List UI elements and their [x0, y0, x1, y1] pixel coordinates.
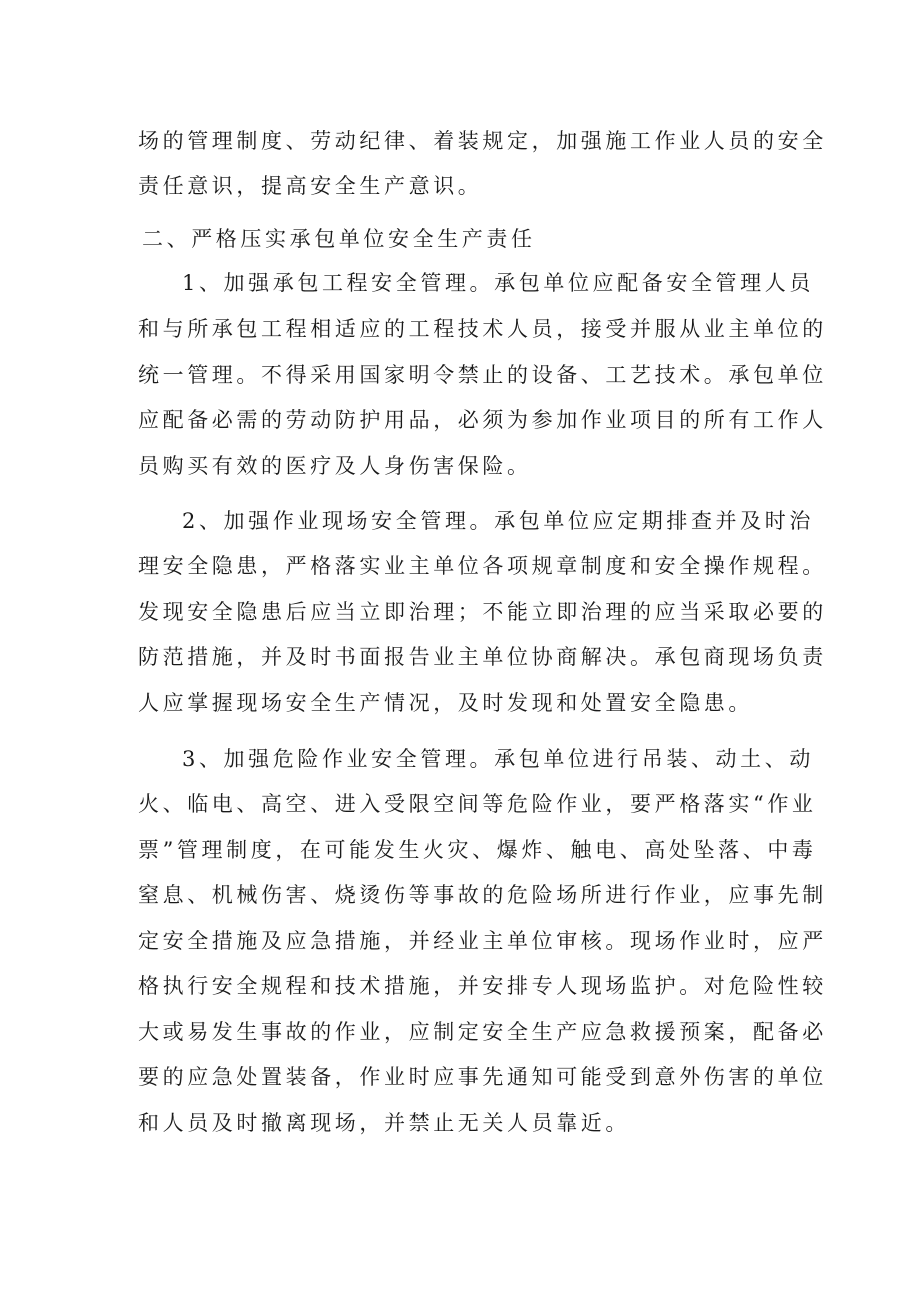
text-line: 窒息、机械伤害、烧烫伤等事故的危险场所进行作业，应事先制 — [138, 883, 827, 907]
text-line: 定安全措施及应急措施，并经业主单位审核。现场作业时，应严 — [138, 929, 827, 953]
text-line: 场的管理制度、劳动纪律、着装规定，加强施工作业人员的安全 — [138, 129, 827, 153]
text-line: 统一管理。不得采用国家明令禁止的设备、工艺技术。承包单位 — [138, 363, 827, 387]
text-line: 和人员及时撤离现场，并禁止无关人员靠近。 — [138, 1111, 630, 1135]
text-line: 责任意识，提高安全生产意识。 — [138, 174, 483, 198]
paragraph-start-line: 2、加强作业现场安全管理。承包单位应定期排查并及时治 — [182, 509, 814, 533]
text-line: 防范措施，并及时书面报告业主单位协商解决。承包商现场负责 — [138, 645, 827, 669]
paragraph-start-line: 1、加强承包工程安全管理。承包单位应配备安全管理人员 — [182, 271, 814, 295]
text-line: 应配备必需的劳动防护用品，必须为参加作业项目的所有工作人 — [138, 408, 827, 432]
paragraph-start-line: 3、加强危险作业安全管理。承包单位进行吊装、动土、动 — [182, 747, 814, 771]
text-line: 和与所承包工程相适应的工程技术人员，接受并服从业主单位的 — [138, 317, 827, 341]
text-line: 发现安全隐患后应当立即治理；不能立即治理的应当采取必要的 — [138, 600, 827, 624]
text-line: 理安全隐患，严格落实业主单位各项规章制度和安全操作规程。 — [138, 554, 827, 578]
text-line: 员购买有效的医疗及人身伤害保险。 — [138, 454, 532, 478]
text-line: 火、临电、高空、进入受限空间等危险作业，要严格落实“作业 — [138, 792, 817, 816]
text-line: 要的应急处置装备，作业时应事先通知可能受到意外伤害的单位 — [138, 1065, 827, 1089]
text-line: 格执行安全规程和技术措施，并安排专人现场监护。对危险性较 — [138, 974, 827, 998]
section-heading: 二、严格压实承包单位安全生产责任 — [142, 227, 536, 251]
text-line: 票”管理制度，在可能发生火灾、爆炸、触电、高处坠落、中毒 — [138, 838, 817, 862]
text-line: 大或易发生事故的作业，应制定安全生产应急救援预案，配备必 — [138, 1020, 827, 1044]
text-line: 人应掌握现场安全生产情况，及时发现和处置安全隐患。 — [138, 691, 753, 715]
